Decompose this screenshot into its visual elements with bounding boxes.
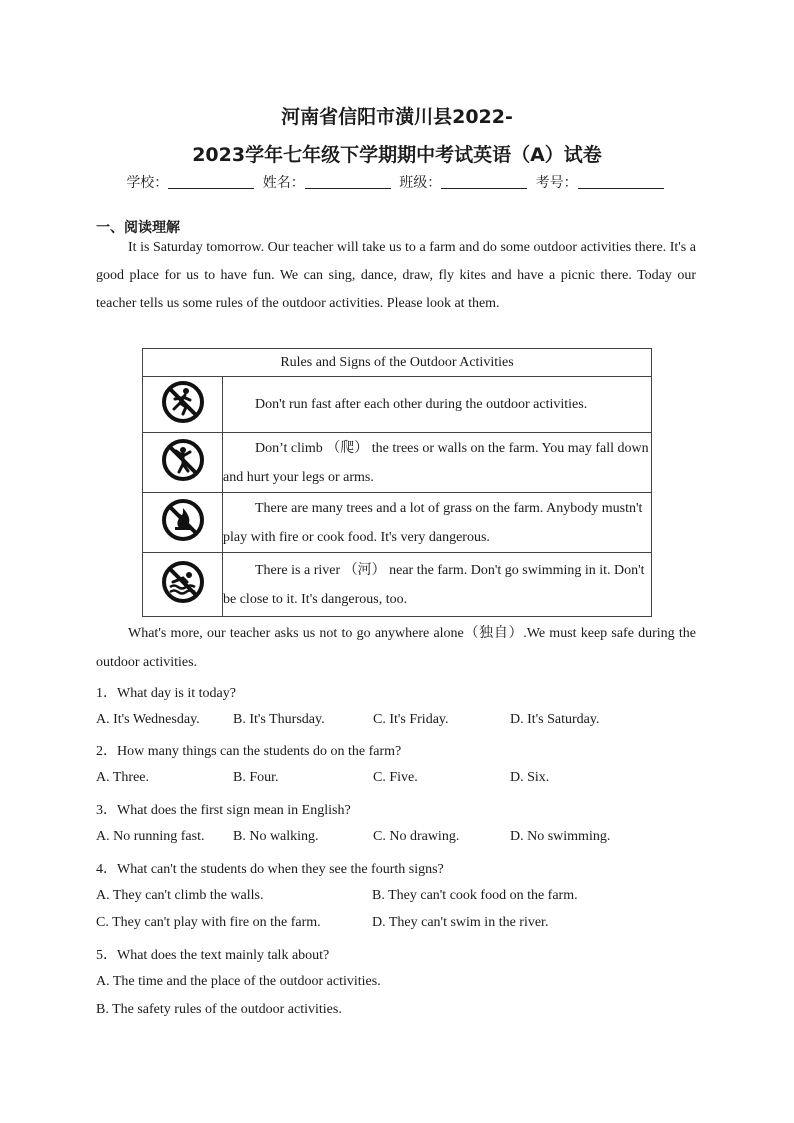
rule-text-1: Don't run fast after each other during the outdoor activities. bbox=[223, 377, 652, 433]
school-label: 学校： bbox=[126, 175, 169, 191]
question-5-option-a[interactable]: A. The time and the place of the outdoor activities. bbox=[96, 974, 381, 989]
question-2-option-a[interactable]: A. Three. bbox=[96, 770, 149, 785]
passage-paragraph-1: It is Saturday tomorrow. Our teacher will take us to a farm and do some outdoor activities there. It's a good place for us to have fun. We can sing, dance, draw, fly kites and have a picnic there. Today our teacher tells us some rules of the outdoor activities. Please look at them. bbox=[96, 240, 696, 311]
question-2-option-d[interactable]: D. Six. bbox=[510, 770, 550, 785]
number-label: 考号： bbox=[535, 175, 578, 191]
question-3-option-c[interactable]: C. No drawing. bbox=[373, 829, 460, 844]
rules-table bbox=[142, 348, 652, 617]
rule-text-2: Don’t climb （爬） the trees or walls on the farm. You may fall down and hurt your legs or arms. bbox=[223, 433, 652, 493]
no-fire-icon bbox=[143, 493, 223, 553]
question-4-stem: 4．What can't the students do when they see the fourth signs? bbox=[96, 862, 444, 877]
question-4-option-a[interactable]: A. They can't climb the walls. bbox=[96, 888, 264, 903]
question-3-stem: 3．What does the first sign mean in English? bbox=[96, 803, 351, 818]
question-1-option-b[interactable]: B. It's Thursday. bbox=[233, 712, 325, 727]
question-5-option-b[interactable]: B. The safety rules of the outdoor activities. bbox=[96, 1002, 342, 1017]
no-running-icon bbox=[143, 377, 223, 433]
page-title-line-2: 2023学年七年级下学期期中考试英语（A）试卷 bbox=[192, 144, 602, 166]
question-1-option-a[interactable]: A. It's Wednesday. bbox=[96, 712, 200, 727]
no-climbing-icon bbox=[143, 433, 223, 493]
question-4-option-b[interactable]: B. They can't cook food on the farm. bbox=[372, 888, 578, 903]
question-4-option-d[interactable]: D. They can't swim in the river. bbox=[372, 915, 549, 930]
passage-paragraph-2: What's more, our teacher asks us not to go anywhere alone（独自）.We must keep safe during the outdoor activities. bbox=[96, 626, 696, 670]
class-label: 班级： bbox=[399, 175, 442, 191]
school-blank bbox=[168, 174, 254, 189]
number-blank bbox=[578, 174, 664, 189]
rule-text-3: There are many trees and a lot of grass on the farm. Anybody mustn't play with fire or cook food. It's very dangerous. bbox=[223, 493, 652, 553]
rules-table-title: Rules and Signs of the Outdoor Activities bbox=[143, 349, 652, 377]
question-2-stem: 2．How many things can the students do on the farm? bbox=[96, 744, 402, 759]
question-1-stem: 1．What day is it today? bbox=[96, 686, 236, 701]
no-swimming-icon bbox=[143, 553, 223, 617]
question-3-option-d[interactable]: D. No swimming. bbox=[510, 829, 611, 844]
question-4-option-c[interactable]: C. They can't play with fire on the farm. bbox=[96, 915, 321, 930]
class-blank bbox=[441, 174, 527, 189]
question-2-option-b[interactable]: B. Four. bbox=[233, 770, 279, 785]
question-3-option-b[interactable]: B. No walking. bbox=[233, 829, 319, 844]
question-2-option-c[interactable]: C. Five. bbox=[373, 770, 418, 785]
name-blank bbox=[305, 174, 391, 189]
student-info-line bbox=[0, 172, 794, 192]
question-5-stem: 5．What does the text mainly talk about? bbox=[96, 948, 330, 963]
question-3-option-a[interactable]: A. No running fast. bbox=[96, 829, 205, 844]
section-title: 一、阅读理解 bbox=[96, 220, 180, 236]
name-label: 姓名： bbox=[262, 175, 305, 191]
question-1-option-c[interactable]: C. It's Friday. bbox=[373, 712, 449, 727]
rule-text-4: There is a river （河） near the farm. Don't go swimming in it. Don't be close to it. It's dangerous, too. bbox=[223, 553, 652, 617]
page-title-line-1: 河南省信阳市潢川县2022- bbox=[281, 106, 513, 128]
question-1-option-d[interactable]: D. It's Saturday. bbox=[510, 712, 600, 727]
